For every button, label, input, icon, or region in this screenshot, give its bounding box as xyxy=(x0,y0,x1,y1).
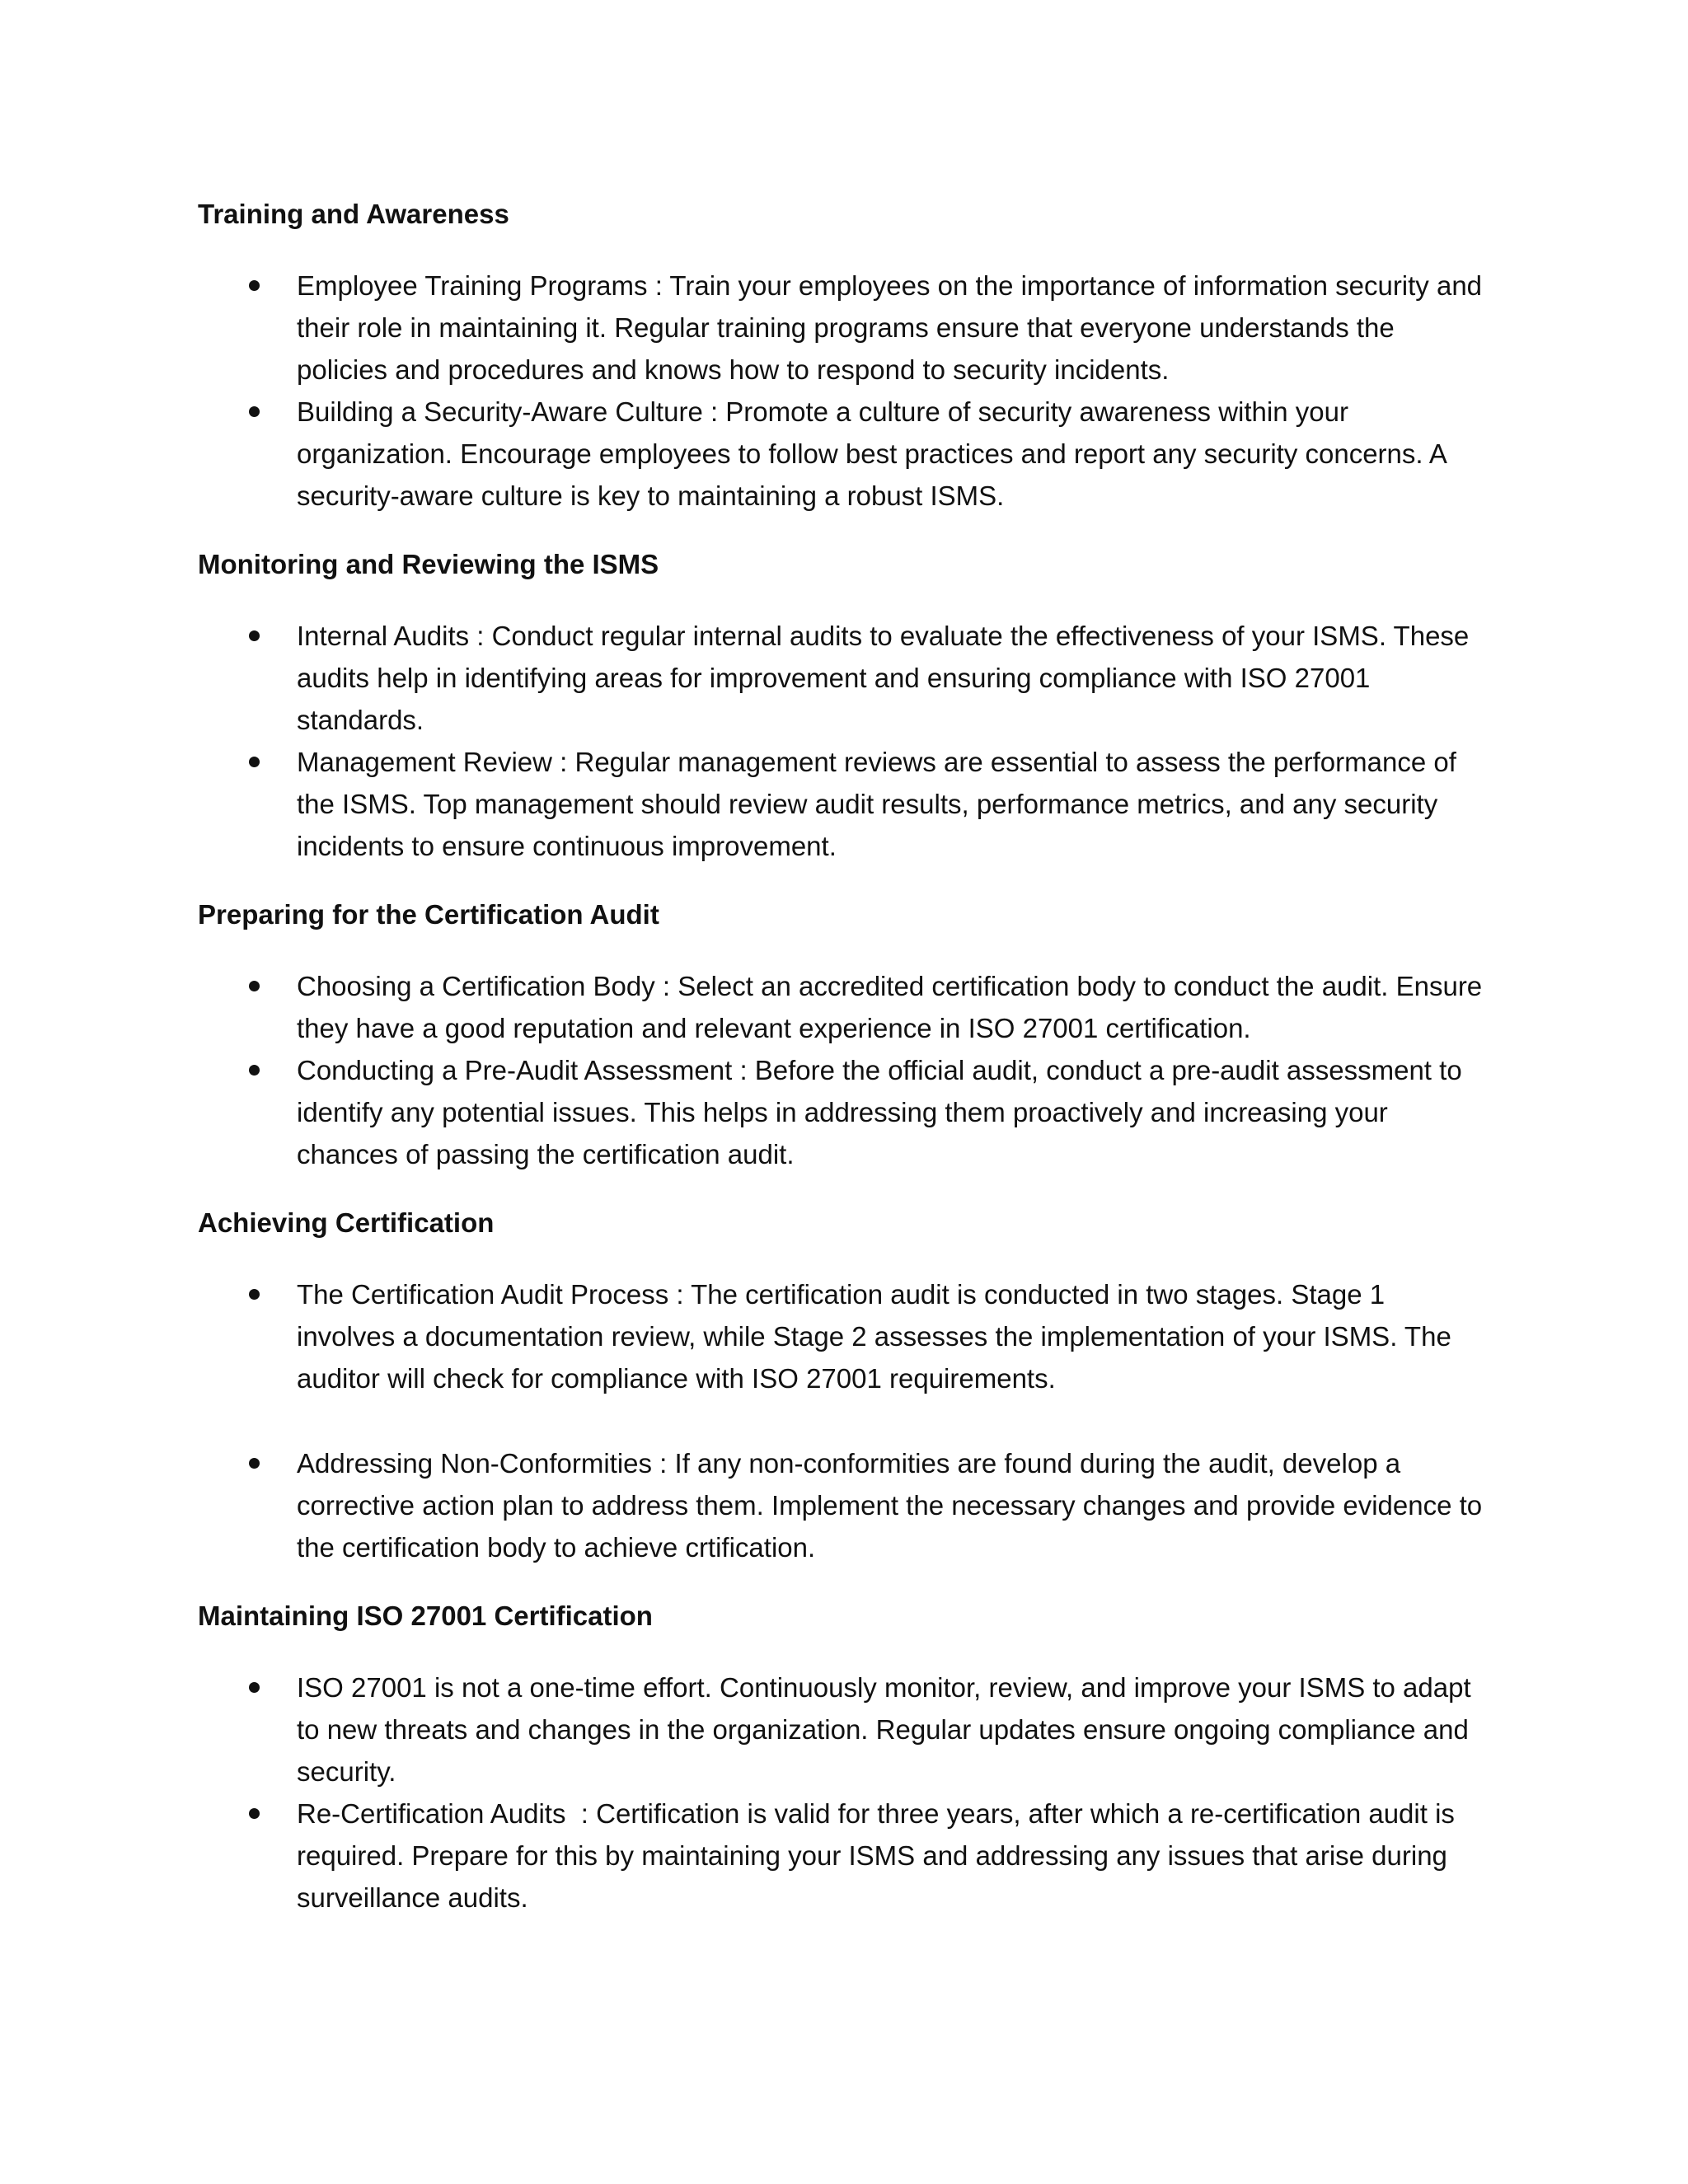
section-heading-preparing: Preparing for the Certification Audit xyxy=(198,899,659,930)
list-item xyxy=(198,741,1484,867)
bullet-icon xyxy=(249,981,260,991)
bullet-icon xyxy=(249,1458,260,1469)
list-item-text: Conducting a Pre-Audit Assessment : Before the official audit, conduct a pre-audit assessment to identify any potential issues. This helps in addressing them proactively and increasing your chances of passing the certification audit. xyxy=(297,1055,1470,1169)
bullet-icon xyxy=(249,406,260,417)
list-item xyxy=(198,1793,1484,1919)
list-item-text: ISO 27001 is not a one-time effort. Continuously monitor, review, and improve your ISMS to adapt to new threats and changes in the organization. Regular updates ensure ongoing compliance and security. xyxy=(297,1672,1479,1787)
bullet-list-monitoring xyxy=(198,615,1484,867)
bullet-icon xyxy=(249,1682,260,1693)
list-item-text: Addressing Non-Conformities : If any non-conformities are found during the audit, develop a corrective action plan to address them. Implement the necessary changes and provide evidence to the certification body to achieve crtification. xyxy=(297,1448,1490,1563)
bullet-icon xyxy=(249,1289,260,1300)
bullet-list-maintaining xyxy=(198,1666,1484,1919)
list-item-text: The Certification Audit Process : The certification audit is conducted in two stages. Stage 1 involves a documentation review, while Stage 2 assesses the implementation of your ISMS. The auditor will check for compliance with ISO 27001 requirements. xyxy=(297,1279,1459,1394)
bullet-icon xyxy=(249,1808,260,1819)
list-item xyxy=(198,1273,1484,1399)
bullet-list-preparing xyxy=(198,965,1490,1175)
list-item xyxy=(198,615,1484,741)
bullet-icon xyxy=(249,630,260,641)
list-item xyxy=(198,1442,1490,1568)
section-heading-achieving: Achieving Certification xyxy=(198,1207,495,1238)
list-item-text: Re-Certification Audits : Certification is valid for three years, after which a re-certification audit is required. Prepare for this by maintaining your ISMS and addressing any issues that arise during surveillance audits. xyxy=(297,1798,1463,1913)
list-item-text: Management Review : Regular management reviews are essential to assess the performance of the ISMS. Top management should review audit results, performance metrics, and any security incidents to ensure continuous improvement. xyxy=(297,747,1465,861)
bullet-icon xyxy=(249,280,260,291)
section-heading-maintaining: Maintaining ISO 27001 Certification xyxy=(198,1601,653,1631)
list-item-text: Employee Training Programs : Train your employees on the importance of information security and their role in maintaining it. Regular training programs ensure that everyone understands the policies and procedures and knows how to respond to security incidents. xyxy=(297,270,1490,385)
list-item xyxy=(198,1049,1484,1175)
document-body xyxy=(198,198,1490,1950)
bullet-list-training xyxy=(198,265,1490,517)
list-item-text: Internal Audits : Conduct regular internal audits to evaluate the effectiveness of your ISMS. These audits help in identifying areas for improvement and ensuring compliance with ISO 27001 standards. xyxy=(297,621,1477,735)
list-item xyxy=(198,265,1490,391)
bullet-icon xyxy=(249,1065,260,1076)
list-item-text: Choosing a Certification Body : Select an accredited certification body to conduct the audit. Ensure they have a good reputation and relevant experience in ISO 27001 certification. xyxy=(297,971,1490,1043)
list-item xyxy=(198,391,1484,517)
list-item-text: Building a Security-Aware Culture : Promote a culture of security awareness within your organization. Encourage employees to follow best practices and report any security concerns. A security-aware culture is key to maintaining a robust ISMS. xyxy=(297,396,1454,511)
list-item xyxy=(198,965,1490,1049)
bullet-list-achieving xyxy=(198,1273,1490,1568)
bullet-icon xyxy=(249,757,260,767)
list-item xyxy=(198,1666,1484,1793)
section-heading-training: Training and Awareness xyxy=(198,199,509,229)
section-heading-monitoring: Monitoring and Reviewing the ISMS xyxy=(198,549,659,579)
